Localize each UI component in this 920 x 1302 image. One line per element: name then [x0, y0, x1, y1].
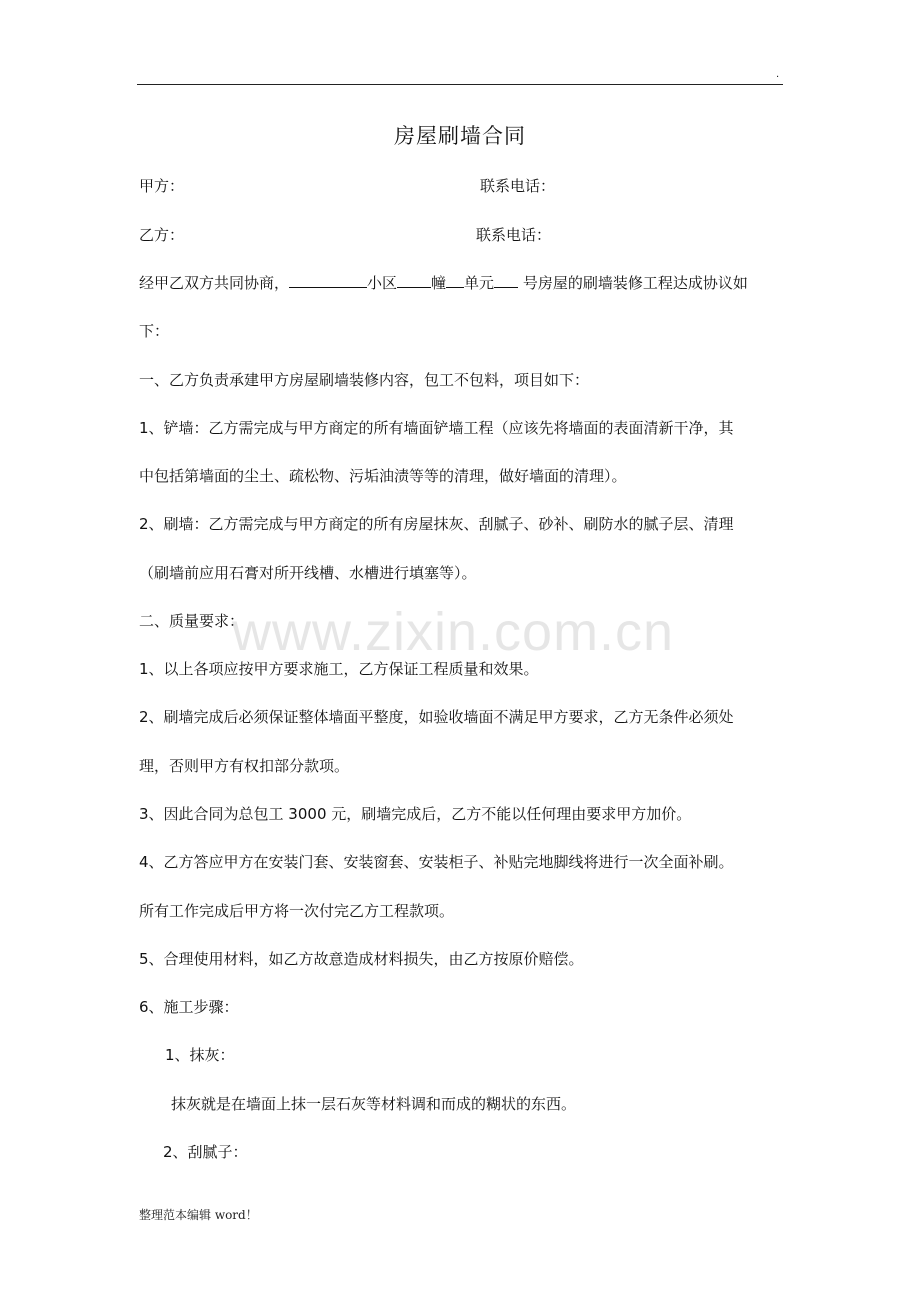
community-blank — [289, 272, 367, 288]
watermark: www.zixin.com.cn — [232, 602, 675, 662]
section2-item6: 6、施工步骤： — [139, 998, 239, 1016]
party-a-label: 甲方： — [139, 177, 185, 195]
section2-item4-line1: 4、乙方答应甲方在安装门套、安装窗套、安装柜子、补贴完地脚线将进行一次全面补刷。 — [139, 853, 734, 871]
intro-text-3: 幢 — [431, 274, 447, 292]
section2-item2-line2: 理，否则甲方有权扣部分款项。 — [139, 757, 350, 775]
party-b-phone-label: 联系电话： — [476, 226, 552, 244]
section2-heading: 二、质量要求： — [139, 612, 245, 630]
step2-title: 2、刮腻子： — [163, 1143, 248, 1161]
step1-description: 抹灰就是在墙面上抹一层石灰等材料调和而成的糊状的东西。 — [171, 1095, 577, 1113]
section2-item2-line1: 2、刷墙完成后必须保证整体墙面平整度，如验收墙面不满足甲方要求，乙方无条件必须处 — [139, 708, 734, 726]
party-a-phone-label: 联系电话： — [480, 177, 556, 195]
intro-text-1: 经甲乙双方共同协商， — [139, 274, 290, 292]
party-b-label: 乙方： — [139, 226, 185, 244]
section2-item1: 1、以上各项应按甲方要求施工，乙方保证工程质量和效果。 — [139, 660, 539, 678]
section1-heading: 一、乙方负责承建甲方房屋刷墙装修内容，包工不包料，项目如下： — [139, 371, 590, 389]
intro-text-4: 单元 — [464, 274, 495, 292]
building-blank — [397, 272, 431, 288]
section2-item3: 3、因此合同为总包工 3000 元，刷墙完成后，乙方不能以任何理由要求甲方加价。 — [139, 805, 692, 823]
section1-item1-line1: 1、铲墙：乙方需完成与甲方商定的所有墙面铲墙工程（应该先将墙面的表面清新干净，其 — [139, 419, 734, 437]
document-title: 房屋刷墙合同 — [394, 124, 526, 148]
section1-item2-line2: （刷墙前应用石膏对所开线槽、水槽进行填塞等）。 — [139, 564, 477, 582]
page-footer: 整理范本编辑 word！ — [139, 1208, 258, 1222]
intro-text-5: 号房屋的刷墙装修工程达成协议如 — [518, 274, 748, 292]
step1-title: 1、抹灰： — [165, 1046, 235, 1064]
header-dot: . — [776, 69, 780, 80]
section1-item1-line2: 中包括第墙面的尘土、疏松物、污垢油渍等等的清理，做好墙面的清理）。 — [139, 467, 627, 485]
room-blank — [494, 272, 518, 288]
intro-text-2: 小区 — [367, 274, 398, 292]
unit-blank — [446, 272, 464, 288]
intro-line-2: 下： — [139, 322, 170, 340]
header-rule — [137, 84, 783, 85]
section2-item5: 5、合理使用材料，如乙方故意造成材料损失，由乙方按原价赔偿。 — [139, 950, 584, 968]
intro-line — [139, 272, 748, 294]
section1-item2-line1: 2、刷墙：乙方需完成与甲方商定的所有房屋抹灰、刮腻子、砂补、刷防水的腻子层、清理 — [139, 515, 734, 533]
section2-item4-line2: 所有工作完成后甲方将一次付完乙方工程款项。 — [139, 902, 455, 920]
